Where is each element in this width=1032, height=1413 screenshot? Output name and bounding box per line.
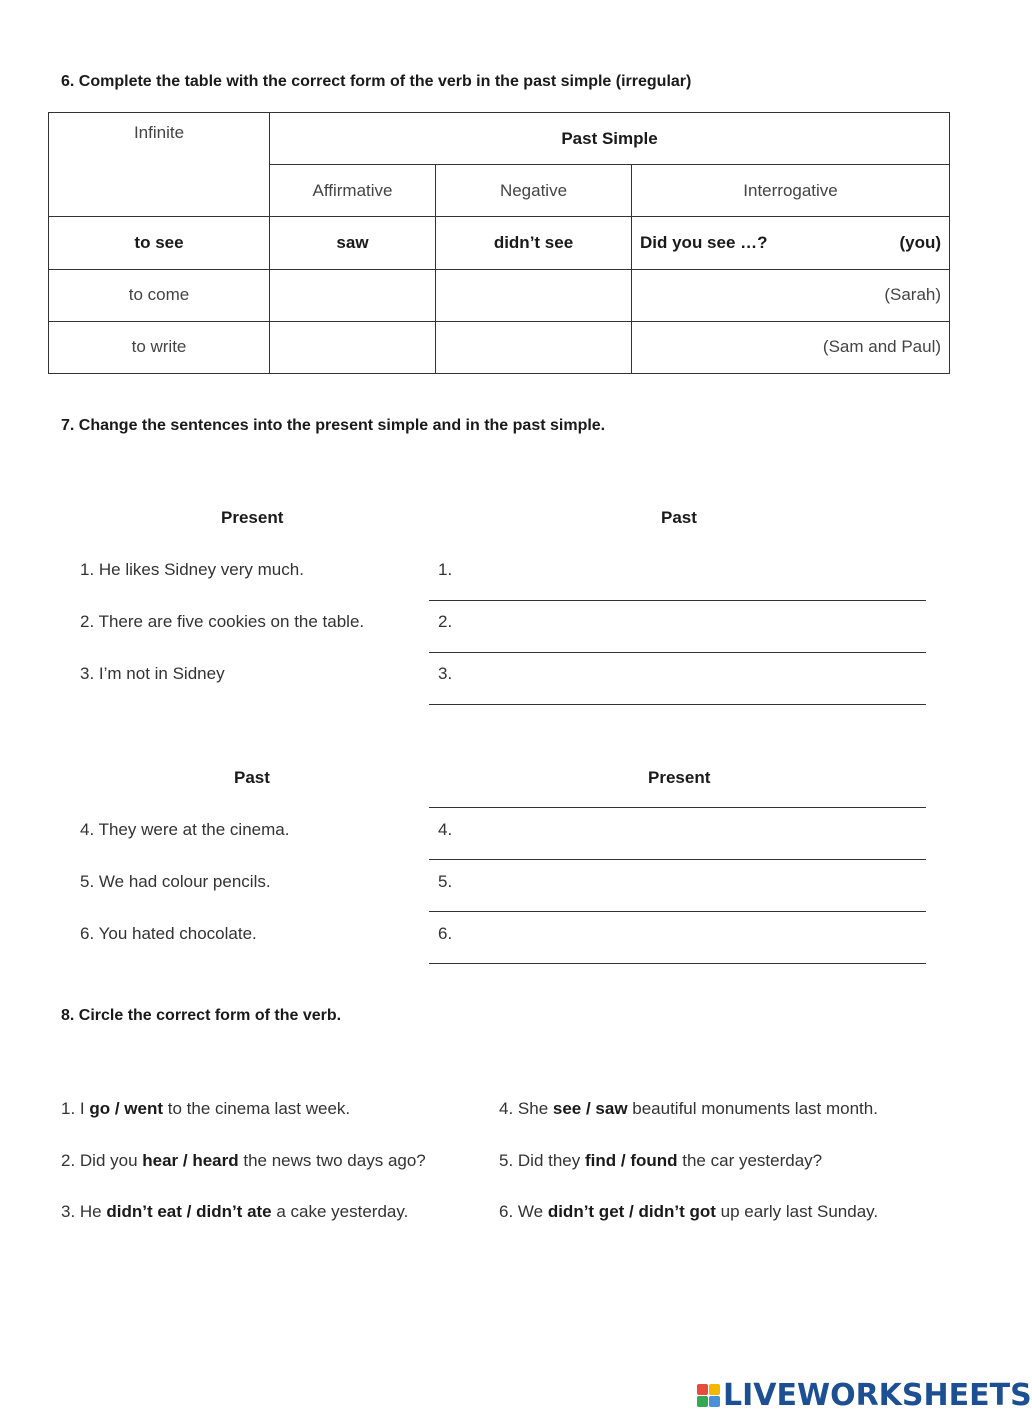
verb-options[interactable]: hear / heard	[142, 1151, 239, 1170]
header-affirmative: Affirmative	[270, 165, 436, 217]
header-infinite: Infinite	[49, 113, 270, 217]
block1-left-header: Present	[221, 508, 284, 527]
verb-options[interactable]: didn’t get / didn’t got	[547, 1202, 716, 1221]
table-row	[49, 269, 950, 321]
answer-line-2[interactable]	[429, 652, 926, 653]
circle-item-5: 5. Did they find / found the car yesterday?	[499, 1151, 823, 1170]
present-sentence-2: 2. There are five cookies on the table.	[80, 612, 365, 631]
present-sentence-1: 1. He likes Sidney very much.	[80, 560, 304, 579]
block1-right-header: Past	[661, 508, 697, 527]
affirmative-input-cell[interactable]	[270, 321, 436, 373]
past-simple-table	[48, 112, 950, 374]
table-row	[49, 321, 950, 373]
answer-number-4: 4.	[438, 820, 453, 839]
subject-text: (Sarah)	[884, 285, 942, 305]
verb-options[interactable]: go / went	[89, 1099, 164, 1118]
interrogative-cell	[632, 217, 950, 269]
infinitive-cell: to come	[49, 269, 270, 321]
negative-input-cell[interactable]	[436, 321, 632, 373]
answer-line-4[interactable]	[429, 859, 926, 860]
interrogative-input-cell[interactable]	[632, 321, 950, 373]
verb-options[interactable]: see / saw	[552, 1099, 628, 1118]
answer-number-6: 6.	[438, 924, 453, 943]
liveworksheets-logo[interactable]	[697, 1378, 1032, 1413]
past-sentence-4: 4. They were at the cinema.	[80, 820, 290, 839]
infinitive-cell: to see	[49, 217, 270, 269]
answer-line-top	[429, 807, 926, 808]
section-6-heading: 6. Complete the table with the correct form of the verb in the past simple (irregular)	[61, 73, 692, 90]
header-negative: Negative	[436, 165, 632, 217]
past-sentence-5: 5. We had colour pencils.	[80, 872, 271, 891]
header-interrogative: Interrogative	[632, 165, 950, 217]
answer-line-6[interactable]	[429, 963, 926, 964]
negative-input-cell[interactable]	[436, 269, 632, 321]
affirmative-input-cell[interactable]	[270, 269, 436, 321]
interrogative-input-cell[interactable]	[632, 269, 950, 321]
section-8-heading: 8. Circle the correct form of the verb.	[61, 1007, 342, 1024]
block2-right-header: Present	[648, 768, 711, 787]
verb-options[interactable]: didn’t eat / didn’t ate	[106, 1202, 272, 1221]
answer-number-3: 3.	[438, 664, 453, 683]
circle-item-4: 4. She see / saw beautiful monuments last month.	[499, 1099, 878, 1118]
logo-mark-icon	[697, 1384, 720, 1407]
answer-number-5: 5.	[438, 872, 453, 891]
answer-line-1[interactable]	[429, 600, 926, 601]
verb-options[interactable]: find / found	[585, 1151, 678, 1170]
answer-number-2: 2.	[438, 612, 453, 631]
answer-number-1: 1.	[438, 560, 453, 579]
interrogative-text: Did you see …?	[640, 232, 768, 252]
subject-text: (you)	[899, 232, 942, 252]
circle-item-6: 6. We didn’t get / didn’t got up early last Sunday.	[499, 1202, 879, 1221]
header-past-simple: Past Simple	[270, 113, 950, 165]
answer-line-5[interactable]	[429, 911, 926, 912]
answer-line-3[interactable]	[429, 704, 926, 705]
block2-left-header: Past	[234, 768, 270, 787]
present-sentence-3: 3. I’m not in Sidney	[80, 664, 225, 683]
circle-item-2: 2. Did you hear / heard the news two days ago?	[61, 1151, 426, 1170]
infinitive-cell: to write	[49, 321, 270, 373]
circle-item-1: 1. I go / went to the cinema last week.	[61, 1099, 351, 1118]
table-row	[49, 217, 950, 269]
logo-text: LIVEWORKSHEETS	[723, 1378, 1032, 1413]
past-sentence-6: 6. You hated chocolate.	[80, 924, 257, 943]
circle-item-3: 3. He didn’t eat / didn’t ate a cake yesterday.	[61, 1202, 409, 1221]
negative-cell: didn’t see	[436, 217, 632, 269]
affirmative-cell: saw	[270, 217, 436, 269]
section-7-heading: 7. Change the sentences into the present simple and in the past simple.	[61, 417, 606, 434]
subject-text: (Sam and Paul)	[822, 337, 942, 357]
